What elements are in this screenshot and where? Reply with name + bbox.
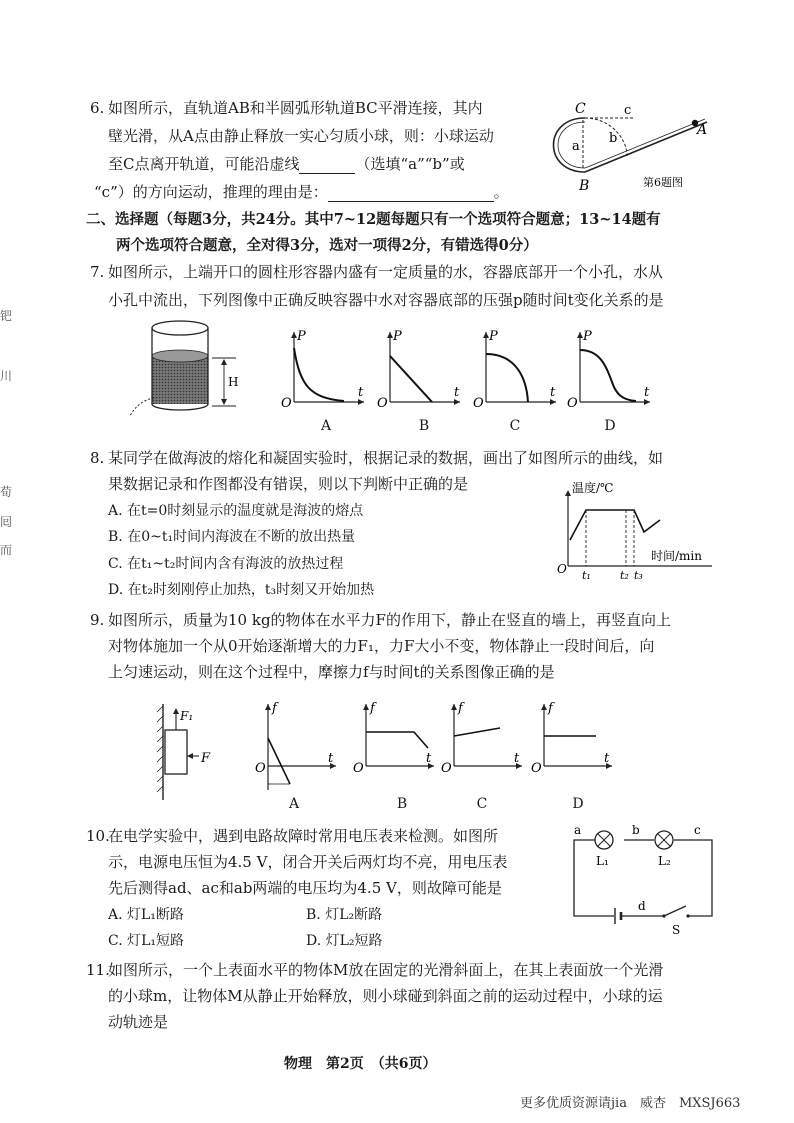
label-L2: L₂ (658, 854, 671, 868)
q7-graph-C (472, 328, 562, 411)
q7-line: 如图所示，上端开口的圆柱形容器内盛有一定质量的水，容器底部开一个小孔，水从 (108, 263, 664, 281)
wire (674, 840, 712, 916)
F1-arrowhead (173, 708, 179, 714)
curve (486, 354, 528, 402)
q10-option-B[interactable]: B. 灯L₂断路 (306, 907, 383, 923)
container-bottom (152, 404, 208, 410)
q10-number: 10. (86, 827, 110, 845)
path-b (585, 118, 627, 156)
q9-option-B-label: B (396, 796, 408, 812)
curve (294, 348, 344, 401)
q9-number: 9. (90, 611, 105, 629)
origin-label: O (473, 396, 484, 411)
y-label: P (393, 329, 402, 344)
page-footer: 物理 第2页 （共6页） (284, 1056, 437, 1072)
q7-graph-A (280, 328, 370, 411)
q6-number: 6. (90, 99, 105, 117)
y-label: f (458, 701, 463, 716)
q8-option-B[interactable]: B. 在0~t₁时间内海波在不断的放出热量 (108, 529, 356, 545)
q9-option-C-label: C (476, 796, 488, 812)
F-label: F (201, 751, 211, 766)
q8-option-C[interactable]: C. 在t₁~t₂时间内含有海波的放热过程 (108, 556, 344, 572)
t1-label: t₁ (582, 569, 591, 582)
origin-label: O (531, 761, 542, 776)
x-label: t (550, 385, 556, 400)
q9-graph-A (254, 700, 340, 792)
q11-line: 如图所示，一个上表面水平的物体M放在固定的光滑斜面上，在其上表面放一个光滑 (108, 961, 664, 979)
y-label: P (583, 329, 592, 344)
line (454, 728, 500, 736)
y-arrow (541, 704, 547, 710)
q7-option-A-label: A (320, 418, 332, 434)
water (152, 356, 208, 404)
incline-track-inner (585, 119, 708, 168)
label-H: H (228, 375, 239, 389)
q6-text: 。 (493, 183, 509, 201)
margin-mark: 川 (0, 369, 13, 383)
q10-option-C[interactable]: C. 灯L₁短路 (108, 933, 185, 949)
margin-mark: 而 (0, 543, 13, 557)
q7-graph-D (566, 328, 656, 411)
label-a: a (572, 139, 580, 154)
q8-temperature-graph (556, 480, 746, 584)
q10-option-D[interactable]: D. 灯L₂短路 (306, 933, 383, 949)
origin-label: O (281, 396, 292, 411)
y-label: f (370, 701, 375, 716)
q7-option-C-label: C (509, 418, 521, 434)
x-label: t (644, 385, 650, 400)
line (268, 738, 290, 784)
q11-number: 11. (86, 961, 110, 979)
origin-label: O (441, 761, 452, 776)
F1-label: F₁ (180, 709, 194, 723)
q7-line: 小孔中流出，下列图像中正确反映容器中水对容器底部的压强p随时间t变化关系的是 (108, 291, 664, 309)
label-A: A (697, 122, 708, 138)
promo-text: 更多优质资源请jia 威杏 MXSJ663 (520, 1096, 741, 1111)
t2-label: t₂ (620, 569, 629, 582)
q11-line: 的小球m，让物体M从静止开始释放，则小球碰到斜面之前的运动过程中，小球的运 (108, 987, 663, 1005)
q7-option-B-label: B (418, 418, 430, 434)
y-label: f (272, 701, 277, 716)
q8-line: 某同学在做海波的熔化和凝固实验时，根据记录的数据，画出了如图所示的曲线，如 (108, 449, 664, 467)
q9-line: 上匀速运动，则在这个过程中，摩擦力f与时间t的关系图像正确的是 (108, 663, 555, 681)
section-heading: 二、选择题（每题3分，共24分。其中7~12题每题只有一个选项符合题意；13~14题有 (86, 211, 661, 228)
y-label: 温度/℃ (572, 481, 614, 495)
y-label: f (548, 701, 553, 716)
q6-text: 至C点离开轨道，可能沿虚线 (108, 155, 300, 173)
q8-option-D[interactable]: D. 在t₂时刻刚停止加热，t₃时刻又开始加热 (108, 582, 375, 598)
origin-label: O (377, 396, 388, 411)
q6-text: “c”）的方向运动，推理的理由是： (94, 183, 328, 201)
q9-line: 对物体施加一个从0开始逐渐增大的力F₁，力F大小不变，物体静止一段时间后，向 (108, 637, 655, 655)
label-S: S (672, 923, 681, 937)
q9-graph-B (352, 700, 438, 780)
y-arrow (565, 490, 571, 496)
x-label: t (328, 751, 334, 766)
wire (574, 840, 614, 916)
q10-circuit-figure (560, 822, 720, 937)
y-label: P (297, 329, 306, 344)
x-label: 时间/min (651, 549, 702, 563)
y-label: P (489, 329, 498, 344)
water-surface (152, 350, 208, 362)
q9-line: 如图所示，质量为10 kg的物体在水平力F的作用下，静止在竖直的墙上，再竖直向上 (108, 611, 671, 629)
origin-label: O (353, 761, 364, 776)
label-L1: L₁ (596, 854, 609, 868)
q9-option-D-label: D (572, 796, 584, 812)
label-c: c (694, 823, 701, 837)
q7-number: 7. (90, 263, 105, 281)
label-a: a (574, 823, 582, 837)
arrowhead (221, 359, 227, 365)
q10-line: 先后测得ad、ac和ab两端的电压均为4.5 V，则故障可能是 (108, 879, 502, 897)
origin-label: O (255, 761, 266, 776)
q6-reason-blank[interactable] (328, 185, 494, 202)
container-top (152, 321, 208, 335)
q9-graph-C (440, 700, 526, 780)
q11-line: 动轨迹是 (108, 1013, 169, 1031)
section-heading-cont: 两个选项符合题意，全对得3分，选对一项得2分，有错选得0分） (116, 237, 538, 254)
line (390, 356, 432, 402)
q7-option-D-label: D (604, 418, 616, 434)
q6-line: 如图所示，直轨道AB和半圆弧形轨道BC平滑连接，其内 (108, 99, 483, 117)
q8-option-A[interactable]: A. 在t=0时刻显示的温度就是海波的熔点 (108, 503, 364, 519)
q6-line: 壁光滑，从A点由静止释放一实心匀质小球，则：小球运动 (108, 127, 494, 145)
q10-line: 在电学实验中，遇到电路故障时常用电压表来检测。如图所 (108, 827, 499, 845)
q7-container-figure (140, 318, 250, 418)
q9-graph-D (530, 700, 616, 780)
curve (580, 350, 636, 401)
q9-option-A-label: A (288, 796, 300, 812)
label-B: B (579, 178, 590, 194)
q6-line (108, 154, 465, 174)
q6-line (94, 182, 509, 202)
y-arrow (265, 704, 271, 710)
arrowhead (221, 399, 227, 405)
q10-line: 示，电源电压恒为4.5 V，闭合开关后两灯均不亮，用电压表 (108, 853, 508, 871)
q6-answer-blank[interactable] (299, 157, 355, 174)
q6-text: （选填“a”“b”或 (355, 155, 465, 173)
switch-blade (664, 906, 686, 916)
q9-wall-figure (155, 702, 225, 802)
margin-mark: 囘 (0, 515, 13, 529)
x-label: t (358, 385, 364, 400)
label-d: d (638, 899, 646, 913)
incline-track (585, 122, 707, 172)
temperature-curve (570, 510, 660, 540)
label-c: c (624, 103, 632, 118)
x-label: t (454, 385, 460, 400)
x-label: t (426, 751, 432, 766)
x-label: t (604, 751, 610, 766)
y-arrow (451, 704, 457, 710)
q10-option-A[interactable]: A. 灯L₁断路 (108, 907, 184, 923)
label-b: b (609, 131, 618, 146)
line (366, 732, 428, 748)
origin-label: O (567, 396, 578, 411)
y-arrow (363, 704, 369, 710)
q6-track-figure (545, 100, 715, 195)
q8-number: 8. (90, 449, 105, 467)
switch-pivot (662, 914, 665, 917)
t3-label: t₃ (634, 569, 643, 582)
label-C: C (575, 101, 586, 117)
margin-mark: 钯 (0, 309, 13, 323)
origin-label: O (557, 562, 567, 576)
q7-graph-B (376, 328, 466, 411)
block (165, 730, 187, 774)
F-arrowhead (187, 753, 193, 759)
wall-hatching (157, 706, 163, 792)
label-b: b (632, 823, 640, 837)
margin-mark: 荀 (0, 485, 13, 499)
switch-contact (686, 914, 689, 917)
x-label: t (514, 751, 520, 766)
figure-caption: 第6题图 (643, 176, 683, 189)
q8-line: 果数据记录和作图都没有错误，则以下判断中正确的是 (108, 475, 469, 493)
water-stream (130, 398, 154, 416)
